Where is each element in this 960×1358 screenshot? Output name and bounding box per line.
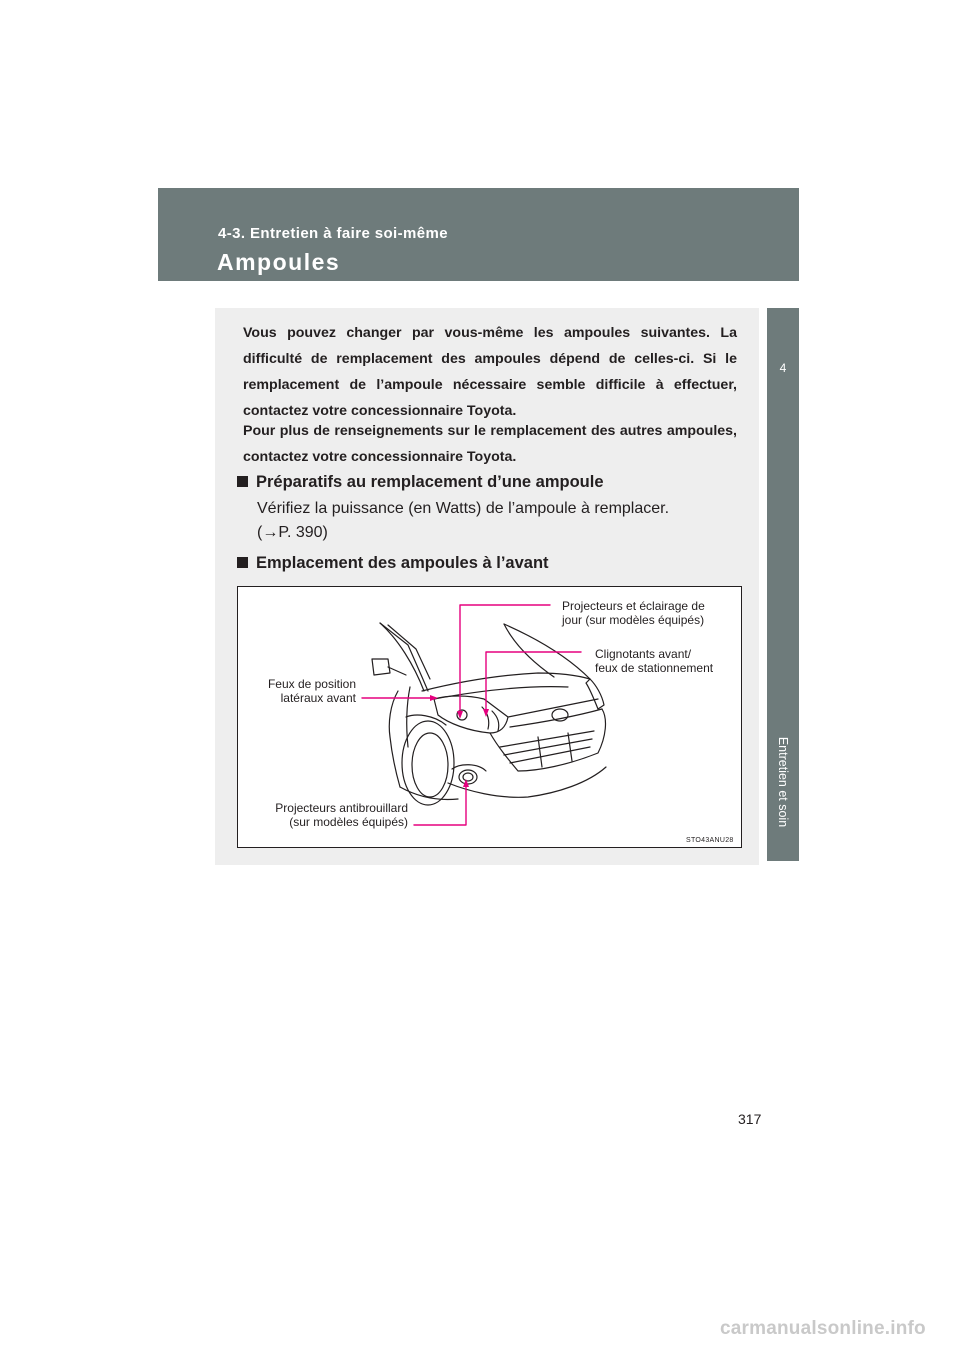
section-heading-text: Préparatifs au remplacement d’une ampoule — [256, 473, 604, 491]
chapter-number: 4 — [779, 361, 787, 375]
turn-signals-label: Clignotants avant/ — [595, 647, 692, 661]
page-reference-link[interactable]: (→P. 390) — [257, 524, 328, 541]
section-heading — [237, 554, 549, 573]
page-title: Ampoules — [217, 249, 341, 275]
watermark: carmanualsonline.info — [720, 1318, 926, 1339]
intro-paragraph: Vous pouvez changer par vous-même les ampoules suivantes. La difficulté de remplacement des ampoules dépend de celles-ci. Si le remplacement de l’ampoule nécessaire semble difficile à effectuer, contactez votre concessionnaire Toyota. — [243, 325, 737, 419]
turn-signals-label: feux de stationnement — [595, 661, 714, 675]
body-text: Vérifiez la puissance (en Watts) de l’ampoule à remplacer. — [257, 500, 670, 517]
square-bullet-icon — [237, 476, 248, 487]
chapter-title: Entretien et soin — [776, 736, 790, 828]
headlights-label: Projecteurs et éclairage de — [562, 599, 705, 613]
square-bullet-icon — [237, 557, 248, 568]
fog-lights-label: (sur modèles équipés) — [289, 815, 408, 829]
fog-lights-label: Projecteurs antibrouillard — [275, 801, 408, 815]
side-markers-label: latéraux avant — [280, 691, 356, 705]
side-markers-label: Feux de position — [267, 677, 356, 691]
intro-paragraph: Pour plus de renseignements sur le remplacement des autres ampoules, contactez votre concessionnaire Toyota. — [243, 423, 737, 465]
headlights-label: jour (sur modèles équipés) — [562, 613, 705, 627]
section-heading — [237, 473, 604, 492]
figure-code: STO43ANU28 — [686, 837, 734, 844]
section-heading-text: Emplacement des ampoules à l’avant — [256, 554, 549, 572]
page-number: 317 — [738, 1111, 762, 1127]
section-label: 4-3. Entretien à faire soi-même — [218, 225, 448, 242]
